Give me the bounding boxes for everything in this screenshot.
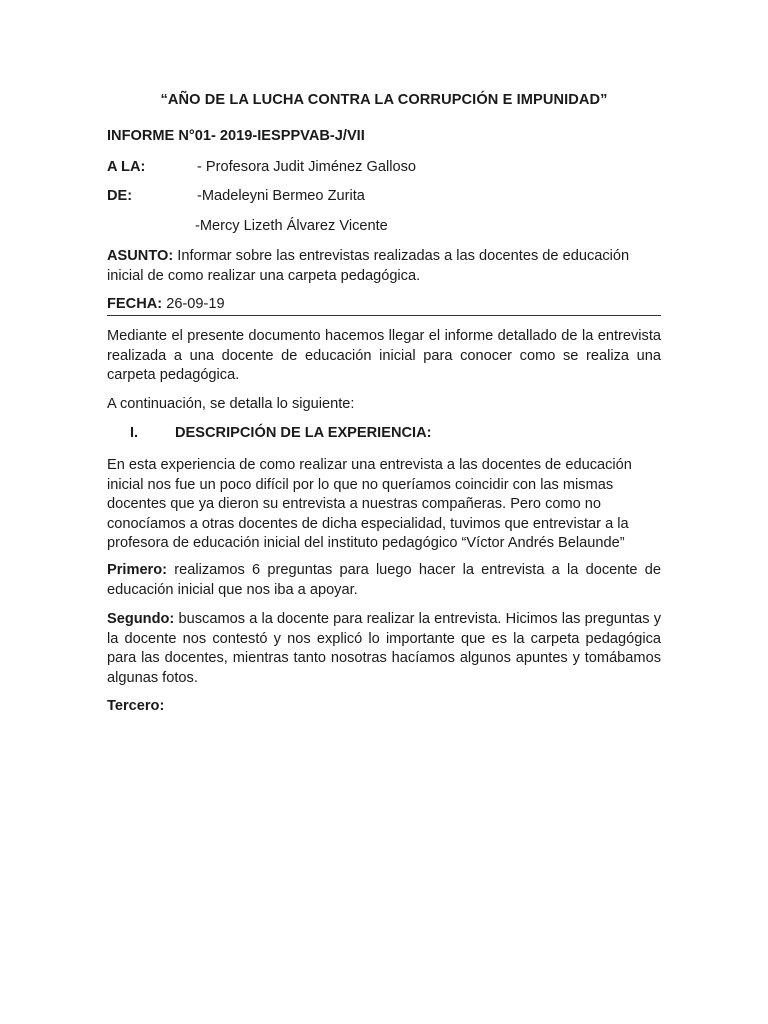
from-value-1: -Madeleyni Bermeo Zurita <box>197 188 365 204</box>
report-number: INFORME N°01- 2019-IESPPVAB-J/VII <box>107 128 365 144</box>
date-value: 26-09-19 <box>166 296 225 312</box>
from-label: DE: <box>107 188 133 204</box>
date-label: FECHA: <box>107 296 163 312</box>
section-number: I. <box>130 425 139 441</box>
section-title: DESCRIPCIÓN DE LA EXPERIENCIA: <box>175 425 432 441</box>
second-text: buscamos a la docente para realizar la entrevista. Hicimos las preguntas y la docente nos contestó y nos explicó lo importante que es la carpeta pedagógica para las docentes, mientras tanto nosotras hacíamos algunos apuntes y tomábamos algunas fotos. <box>107 611 661 686</box>
subject-paragraph <box>107 247 661 286</box>
intro-paragraph: Mediante el presente documento hacemos llegar el informe detallado de la entrevista realizada a una docente de educación inicial para conocer como se realiza una carpeta pedagógica. <box>107 328 661 383</box>
experience-paragraph: En esta experiencia de como realizar una entrevista a las docentes de educación inicial nos fue un poco difícil por lo que no queríamos coincidir con las mismas docentes que ya dieron su entrevista a nuestras compañeras. Pero como no conocíamos a otras docentes de dicha especialidad, tuvimos que entrevistar a la profesora de educación inicial del instituto pedagógico “Víctor Andrés Belaunde” <box>107 457 632 551</box>
from-value-2: -Mercy Lizeth Álvarez Vicente <box>195 218 388 234</box>
subject-label: ASUNTO: <box>107 248 174 264</box>
second-paragraph <box>107 610 661 688</box>
date-line <box>107 296 225 312</box>
first-text: realizamos 6 preguntas para luego hacer la entrevista a la docente de educación inicial que nos iba a apoyar. <box>107 562 661 598</box>
first-label: Primero: <box>107 562 168 578</box>
to-value: - Profesora Judit Jiménez Galloso <box>197 159 416 175</box>
document-title: “AÑO DE LA LUCHA CONTRA LA CORRUPCIÓN E IMPUNIDAD” <box>160 92 608 108</box>
horizontal-divider <box>107 315 661 316</box>
third-label: Tercero: <box>107 698 165 714</box>
to-label: A LA: <box>107 159 146 175</box>
subject-text: Informar sobre las entrevistas realizadas a las docentes de educación inicial de como realizar una carpeta pedagógica. <box>107 248 630 284</box>
second-label: Segundo: <box>107 611 175 627</box>
first-paragraph <box>107 561 661 600</box>
continuation-line: A continuación, se detalla lo siguiente: <box>107 396 355 412</box>
